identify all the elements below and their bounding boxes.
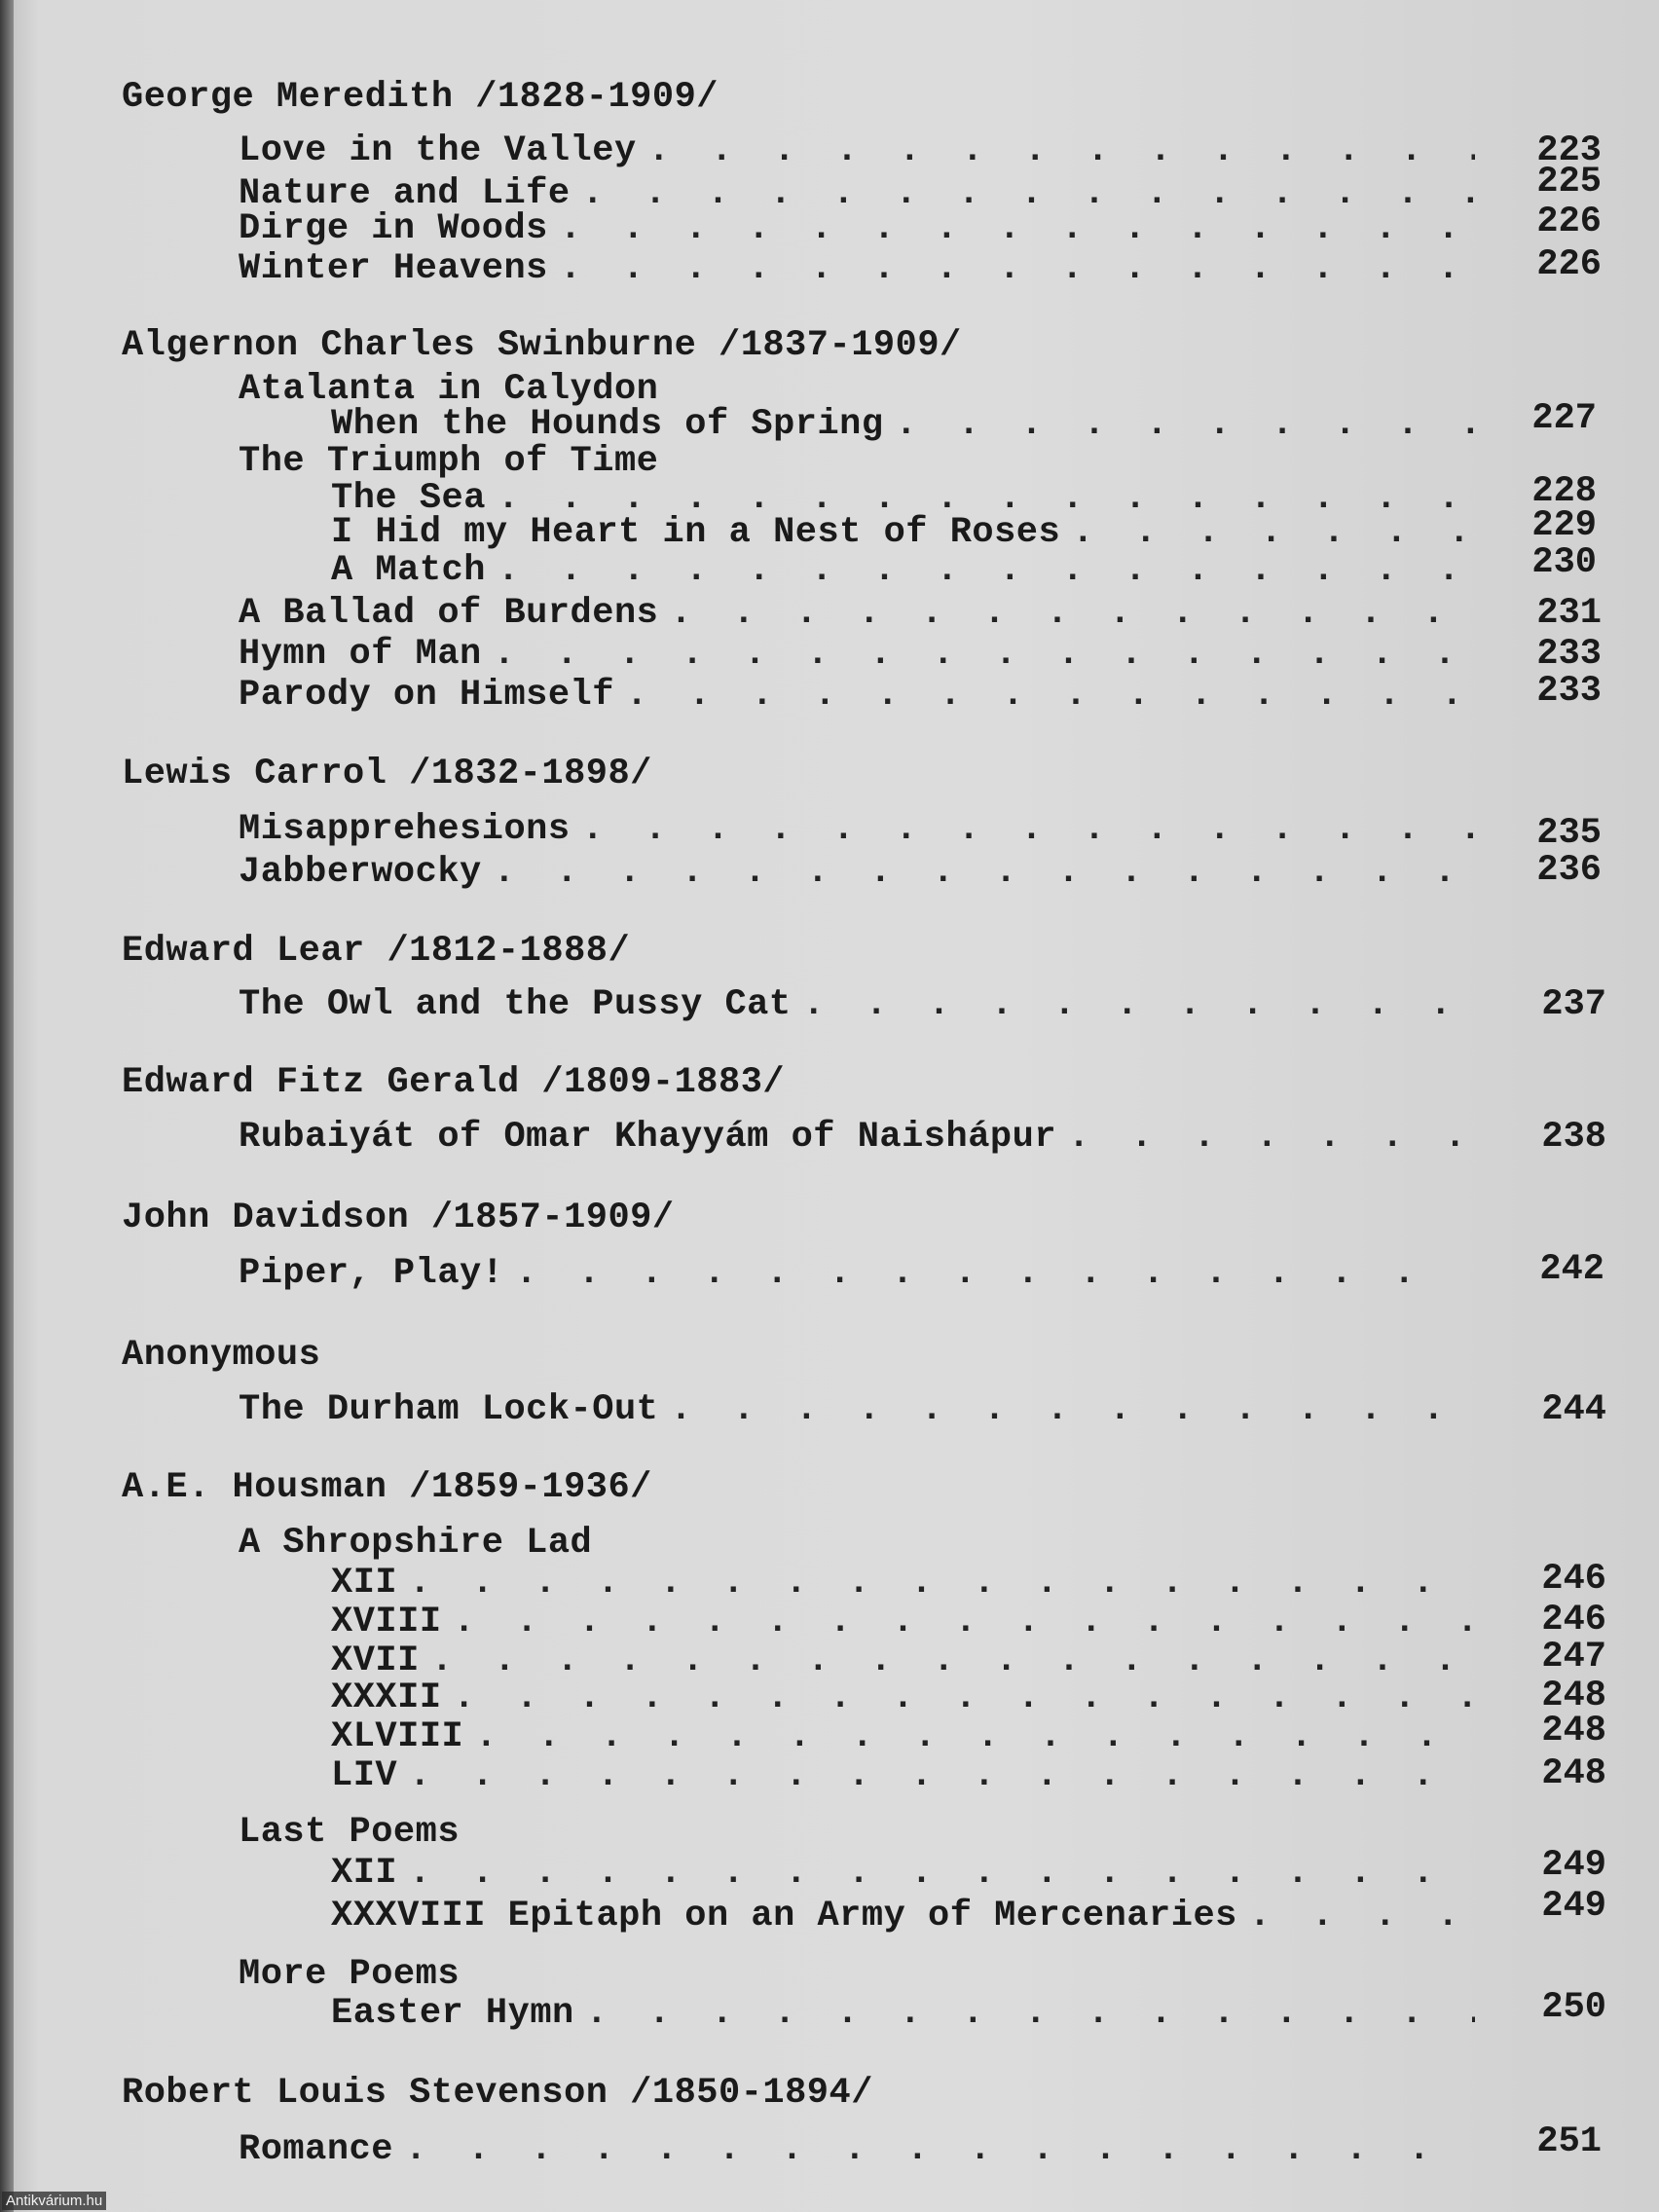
entry-title: The Durham Lock-Out (239, 1389, 659, 1430)
dot-leader (463, 1715, 1475, 1758)
dot-leader (637, 129, 1475, 172)
dot-leader (884, 403, 1475, 446)
dot-leader (397, 1852, 1475, 1895)
toc-entry[interactable] (331, 1677, 1475, 1719)
toc-entry[interactable] (239, 247, 1475, 290)
author-heading: Edward Lear /1812-1888/ (122, 931, 631, 972)
dot-leader (1056, 1116, 1475, 1159)
toc-entry[interactable] (239, 1252, 1456, 1295)
page-number: 251 (1536, 2121, 1602, 2162)
entry-title: XVII (331, 1641, 420, 1681)
entry-title: When the Hounds of Spring (331, 404, 884, 445)
page-number: 233 (1536, 671, 1602, 712)
author-heading: Robert Louis Stevenson /1850-1894/ (122, 2073, 873, 2114)
dot-leader (1060, 511, 1475, 554)
dot-leader (503, 1252, 1456, 1295)
entry-title: Dirge in Woods (239, 208, 548, 249)
author-heading: Algernon Charles Swinburne /1837-1909/ (122, 325, 962, 366)
dot-leader (393, 2128, 1475, 2171)
dot-leader (442, 1601, 1475, 1643)
dot-leader (482, 633, 1475, 676)
dot-leader (548, 247, 1475, 290)
entry-title: XLVIII (331, 1716, 464, 1757)
toc-entry[interactable] (331, 1992, 1475, 2035)
entry-title: XVIII (331, 1602, 442, 1642)
work-heading: More Poems (239, 1954, 461, 1995)
entry-title: I Hid my Heart in a Nest of Roses (331, 512, 1061, 553)
page-number: 238 (1541, 1117, 1606, 1158)
page-number: 237 (1541, 984, 1606, 1025)
toc-entry[interactable] (331, 1562, 1475, 1604)
entry-title: Rubaiyát of Omar Khayyám of Naishápur (239, 1117, 1057, 1158)
page-number: 249 (1541, 1886, 1606, 1927)
entry-title: The Sea (331, 478, 486, 519)
page-number: 226 (1536, 202, 1602, 242)
entry-title: Easter Hymn (331, 1993, 574, 2034)
dot-leader (482, 851, 1475, 894)
toc-entry[interactable] (331, 1852, 1475, 1895)
dot-leader (658, 592, 1475, 635)
page-number: 248 (1541, 1711, 1606, 1751)
author-heading: John Davidson /1857-1909/ (122, 1198, 675, 1238)
work-heading: Atalanta in Calydon (239, 369, 659, 410)
entry-title: Hymn of Man (239, 634, 482, 675)
page-number: 228 (1531, 471, 1597, 512)
page-number: 248 (1541, 1676, 1606, 1716)
dot-leader (397, 1562, 1475, 1604)
page-number: 223 (1536, 130, 1602, 171)
entry-title: XII (331, 1853, 398, 1894)
entry-title: A Ballad of Burdens (239, 593, 659, 634)
page-number: 227 (1531, 398, 1597, 439)
page-number: 236 (1536, 850, 1602, 891)
page-number: 230 (1531, 542, 1597, 583)
entry-title: Love in the Valley (239, 130, 637, 171)
toc-entry[interactable] (331, 1715, 1475, 1758)
toc-entry[interactable] (331, 1754, 1475, 1797)
entry-title: Nature and Life (239, 173, 571, 214)
dot-leader (486, 549, 1475, 592)
entry-title: XXXVIII Epitaph on an Army of Mercenaries (331, 1896, 1237, 1936)
toc-entry[interactable] (331, 1601, 1475, 1643)
watermark: Antikvárium.hu (2, 2192, 106, 2210)
dot-leader (792, 983, 1475, 1026)
dot-leader (574, 1992, 1475, 2035)
entry-title: Parody on Himself (239, 675, 614, 716)
page-number: 235 (1536, 813, 1602, 854)
toc-entry[interactable] (239, 1116, 1475, 1159)
page-number: 247 (1541, 1637, 1606, 1677)
entry-title: The Owl and the Pussy Cat (239, 984, 792, 1025)
entry-title: Misapprehesions (239, 809, 571, 850)
entry-title: Piper, Play! (239, 1253, 504, 1294)
work-heading: Last Poems (239, 1812, 461, 1853)
dot-leader (1237, 1895, 1475, 1937)
toc-entry[interactable] (239, 1388, 1475, 1431)
page-number: 226 (1536, 244, 1602, 285)
toc-entry[interactable] (331, 549, 1475, 592)
page-number: 248 (1541, 1753, 1606, 1794)
entry-title: A Match (331, 550, 486, 591)
entry-title: Winter Heavens (239, 248, 548, 289)
page-number: 249 (1541, 1845, 1606, 1886)
page-number: 246 (1541, 1559, 1606, 1600)
page-number: 225 (1536, 162, 1602, 203)
dot-leader (658, 1388, 1475, 1431)
entry-title: Romance (239, 2129, 393, 2170)
page-number: 242 (1539, 1249, 1604, 1290)
author-heading: Lewis Carrol /1832-1898/ (122, 754, 652, 794)
toc-entry[interactable] (239, 2128, 1475, 2171)
toc-entry[interactable] (239, 808, 1475, 851)
page-number: 231 (1536, 593, 1602, 634)
work-heading: A Shropshire Lad (239, 1523, 593, 1564)
page-number: 244 (1541, 1389, 1606, 1430)
dot-leader (614, 674, 1475, 717)
author-heading: Anonymous (122, 1335, 321, 1376)
toc-entry[interactable] (239, 851, 1475, 894)
toc-entry[interactable] (239, 129, 1475, 172)
dot-leader (571, 808, 1475, 851)
entry-title: XII (331, 1563, 398, 1604)
page-number: 233 (1536, 634, 1602, 675)
work-heading: The Triumph of Time (239, 441, 659, 482)
entry-title: Jabberwocky (239, 852, 482, 893)
page-number: 229 (1531, 505, 1597, 546)
toc-entry[interactable] (239, 674, 1475, 717)
toc-entry[interactable] (239, 633, 1475, 676)
dot-leader (548, 207, 1475, 250)
toc-entry[interactable] (239, 207, 1475, 250)
dot-leader (397, 1754, 1475, 1797)
page-number: 246 (1541, 1600, 1606, 1641)
author-heading: Edward Fitz Gerald /1809-1883/ (122, 1062, 786, 1103)
toc-entry[interactable] (239, 983, 1475, 1026)
toc-entry[interactable] (331, 511, 1475, 554)
author-heading: George Meredith /1828-1909/ (122, 77, 719, 118)
entry-title: XXXII (331, 1677, 442, 1718)
page-number: 250 (1541, 1987, 1606, 2028)
entry-title: LIV (331, 1755, 398, 1796)
toc-entry[interactable] (239, 592, 1475, 635)
toc-entry[interactable] (331, 1895, 1475, 1937)
author-heading: A.E. Housman /1859-1936/ (122, 1467, 652, 1508)
dot-leader (442, 1677, 1475, 1719)
